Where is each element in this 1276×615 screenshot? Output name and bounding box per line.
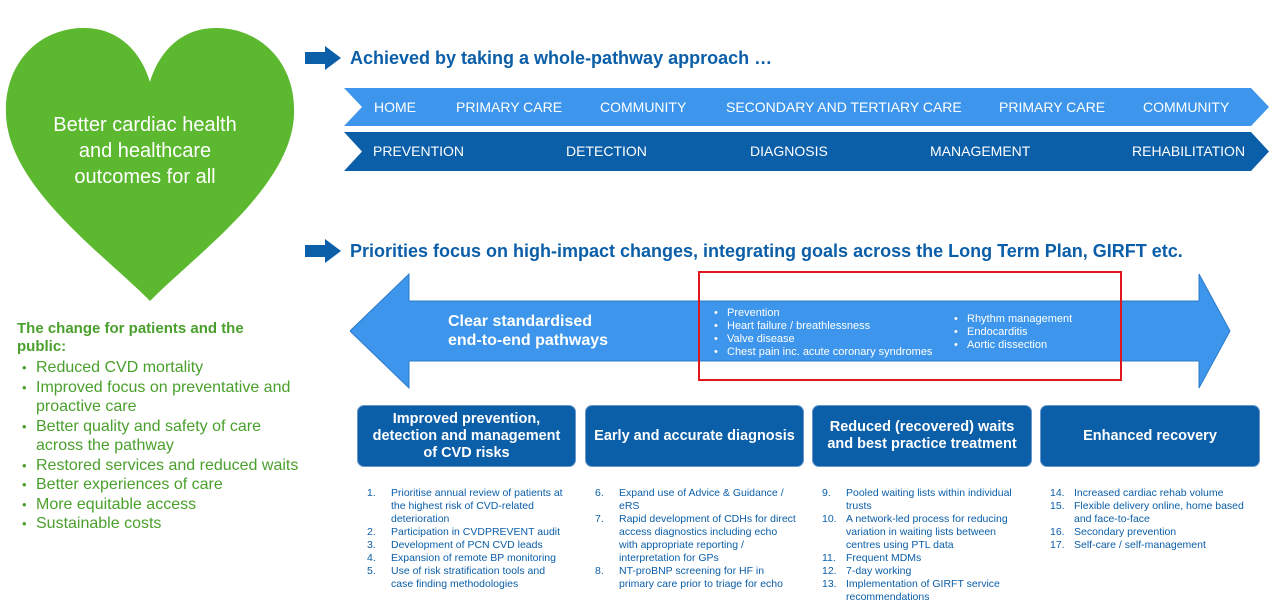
list-item-number: 7. bbox=[595, 513, 604, 525]
priority-list-3 bbox=[822, 487, 1027, 604]
list-item-number: 6. bbox=[595, 487, 604, 499]
list-item bbox=[367, 539, 570, 552]
priority-box-recovery: Enhanced recovery bbox=[1040, 405, 1260, 467]
list-item bbox=[367, 552, 570, 565]
change-item: • Better quality and safety of care across the pathway bbox=[22, 417, 302, 456]
list-item bbox=[822, 565, 1027, 578]
priority-list-2 bbox=[595, 487, 798, 591]
change-list bbox=[22, 358, 302, 534]
list-item-number: 14. bbox=[1050, 487, 1065, 499]
list-item bbox=[1050, 526, 1250, 539]
list-item-text: A network-led process for reducing variation in waiting lists between centres using PTL data bbox=[846, 513, 1008, 551]
pathway-list-item: • Chest pain inc. acute coronary syndromes bbox=[712, 346, 932, 359]
list-item-text: Development of PCN CVD leads bbox=[391, 539, 543, 551]
pathway-list-item: • Endocarditis bbox=[952, 326, 1072, 339]
list-item bbox=[1050, 539, 1250, 552]
list-item bbox=[595, 565, 798, 591]
list-item-text: Pooled waiting lists within individual trusts bbox=[846, 487, 1012, 512]
list-item-number: 17. bbox=[1050, 539, 1065, 551]
priority-list-1 bbox=[367, 487, 570, 591]
priority-box-diagnosis: Early and accurate diagnosis bbox=[585, 405, 804, 467]
band-stage-diagnosis: DIAGNOSIS bbox=[750, 143, 828, 159]
list-item-text: 7-day working bbox=[846, 565, 912, 577]
pathway-list-item: • Rhythm management bbox=[952, 313, 1072, 326]
list-item-text: Use of risk stratification tools and case finding methodologies bbox=[391, 565, 546, 590]
list-item-text: Increased cardiac rehab volume bbox=[1074, 487, 1224, 499]
arrow-title-line: Clear standardised bbox=[448, 313, 593, 330]
change-item: • Restored services and reduced waits bbox=[22, 456, 302, 476]
change-title: The change for patients and the public: bbox=[17, 320, 244, 355]
pathway-list-item: • Prevention bbox=[712, 307, 932, 320]
arrow-right-icon bbox=[305, 239, 341, 263]
band-setting-primary-care: PRIMARY CARE bbox=[456, 99, 563, 115]
list-item-number: 16. bbox=[1050, 526, 1065, 538]
list-item-number: 13. bbox=[822, 578, 837, 590]
band-stage-management: MANAGEMENT bbox=[930, 143, 1031, 159]
band-setting-community: COMMUNITY bbox=[600, 99, 687, 115]
list-item bbox=[822, 513, 1027, 552]
change-item: • Improved focus on preventative and proactive care bbox=[22, 378, 302, 417]
list-item-text: Rapid development of CDHs for direct access diagnostics including echo with appropriate reporting / interpretation for GPs bbox=[619, 513, 796, 564]
highlight-box bbox=[698, 271, 1122, 381]
list-item-text: Prioritise annual review of patients at the highest risk of CVD-related deterioration bbox=[391, 487, 563, 525]
list-item-text: Frequent MDMs bbox=[846, 552, 922, 564]
list-item-text: Expand use of Advice & Guidance / eRS bbox=[619, 487, 784, 512]
heading-priorities: Priorities focus on high-impact changes, integrating goals across the Long Term Plan, GIRFT etc. bbox=[350, 241, 1183, 261]
heading-pathway: Achieved by taking a whole-pathway approach … bbox=[350, 48, 773, 68]
arrow-title-line: end-to-end pathways bbox=[448, 332, 609, 349]
list-item bbox=[367, 487, 570, 526]
band-setting-home: HOME bbox=[374, 99, 416, 115]
list-item-number: 8. bbox=[595, 565, 604, 577]
band-stage-rehabilitation: REHABILITATION bbox=[1132, 143, 1246, 159]
pathway-list-item: • Aortic dissection bbox=[952, 339, 1072, 352]
change-item: • More equitable access bbox=[22, 495, 302, 515]
priority-list-4 bbox=[1050, 487, 1250, 552]
list-item bbox=[1050, 500, 1250, 526]
list-item-number: 4. bbox=[367, 552, 376, 564]
change-item: • Reduced CVD mortality bbox=[22, 358, 302, 378]
priority-box-prevention: Improved prevention, detection and management of CVD risks bbox=[357, 405, 576, 467]
arrow-right-icon bbox=[305, 46, 341, 70]
arrow-title bbox=[448, 312, 608, 350]
list-item-number: 12. bbox=[822, 565, 837, 577]
heart-text bbox=[20, 112, 270, 190]
band-setting-secondary-tertiary: SECONDARY AND TERTIARY CARE bbox=[726, 99, 962, 115]
list-item-number: 11. bbox=[822, 552, 836, 564]
heart-line: Better cardiac health bbox=[53, 114, 237, 136]
list-item-text: Participation in CVDPREVENT audit bbox=[391, 526, 561, 538]
list-item-text: Implementation of GIRFT service recommendations bbox=[846, 578, 1000, 603]
list-item bbox=[595, 513, 798, 565]
list-item-number: 2. bbox=[367, 526, 376, 538]
priority-box-waits: Reduced (recovered) waits and best practice treatment bbox=[812, 405, 1032, 467]
heart-line: outcomes for all bbox=[74, 166, 216, 188]
list-item-text: Secondary prevention bbox=[1074, 526, 1177, 538]
list-item bbox=[367, 526, 570, 539]
list-item-text: Flexible delivery online, home based and face-to-face bbox=[1074, 500, 1244, 525]
heart-line: and healthcare bbox=[78, 140, 212, 162]
pathway-list-item: • Valve disease bbox=[712, 333, 932, 346]
change-item: • Better experiences of care bbox=[22, 475, 302, 495]
list-item bbox=[595, 487, 798, 513]
list-item bbox=[822, 552, 1027, 565]
band-stage-detection: DETECTION bbox=[566, 143, 647, 159]
list-item-number: 3. bbox=[367, 539, 376, 551]
change-item: • Sustainable costs bbox=[22, 514, 302, 534]
band-stage-prevention: PREVENTION bbox=[373, 143, 465, 159]
list-item-number: 1. bbox=[367, 487, 376, 499]
list-item bbox=[1050, 487, 1250, 500]
list-item-number: 5. bbox=[367, 565, 376, 577]
list-item-text: Expansion of remote BP monitoring bbox=[391, 552, 556, 564]
list-item-number: 10. bbox=[822, 513, 837, 525]
list-item-text: Self-care / self-management bbox=[1074, 539, 1206, 551]
list-item-number: 9. bbox=[822, 487, 831, 499]
band-setting-primary-care-2: PRIMARY CARE bbox=[999, 99, 1106, 115]
list-item bbox=[822, 487, 1027, 513]
list-item bbox=[367, 565, 570, 591]
list-item-text: NT-proBNP screening for HF in primary care prior to triage for echo bbox=[619, 565, 783, 590]
list-item bbox=[822, 578, 1027, 604]
band-setting-community-2: COMMUNITY bbox=[1143, 99, 1230, 115]
list-item-number: 15. bbox=[1050, 500, 1065, 512]
pathway-list-item: • Heart failure / breathlessness bbox=[712, 320, 932, 333]
